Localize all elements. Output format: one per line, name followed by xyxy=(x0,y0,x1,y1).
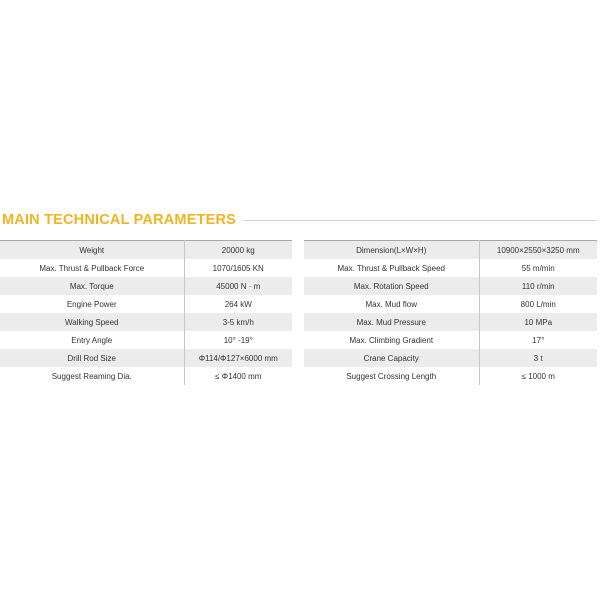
param-value: Φ114/Φ127×6000 mm xyxy=(184,349,292,367)
table-row xyxy=(304,331,597,349)
param-label: Dimension(L×W×H) xyxy=(304,241,479,260)
table-row xyxy=(0,367,292,385)
param-value: 55 m/min xyxy=(479,259,597,277)
param-value: 20000 kg xyxy=(184,241,292,260)
param-value: 800 L/min xyxy=(479,295,597,313)
table-row xyxy=(304,367,597,385)
table-row xyxy=(0,295,292,313)
param-value: 3 t xyxy=(479,349,597,367)
param-value: 17° xyxy=(479,331,597,349)
param-value: ≤ 1000 m xyxy=(479,367,597,385)
param-label: Max. Mud flow xyxy=(304,295,479,313)
param-label: Max. Rotation Speed xyxy=(304,277,479,295)
param-label: Suggest Reaming Dia. xyxy=(0,367,184,385)
param-value: 10900×2550×3250 mm xyxy=(479,241,597,260)
param-value: 45000 N · m xyxy=(184,277,292,295)
table-row xyxy=(304,313,597,331)
table-row xyxy=(0,349,292,367)
table-row xyxy=(304,259,597,277)
param-label: Engine Power xyxy=(0,295,184,313)
section-header xyxy=(0,210,600,230)
param-value: 10 MPa xyxy=(479,313,597,331)
parameters-table-left xyxy=(0,240,292,385)
table-row xyxy=(0,259,292,277)
table-row xyxy=(0,313,292,331)
table-row xyxy=(304,295,597,313)
param-value: 3-5 km/h xyxy=(184,313,292,331)
param-label: Max. Mud Pressure xyxy=(304,313,479,331)
param-label: Max. Thrust & Pullback Speed xyxy=(304,259,479,277)
param-label: Entry Angle xyxy=(0,331,184,349)
table-row xyxy=(304,349,597,367)
param-label: Suggest Crossing Length xyxy=(304,367,479,385)
param-value: 264 kW xyxy=(184,295,292,313)
param-value: ≤ Φ1400 mm xyxy=(184,367,292,385)
table-row xyxy=(304,241,597,260)
section-title: MAIN TECHNICAL PARAMETERS xyxy=(2,212,237,228)
table-row xyxy=(0,277,292,295)
table-row xyxy=(304,277,597,295)
param-label: Walking Speed xyxy=(0,313,184,331)
param-value: 110 r/min xyxy=(479,277,597,295)
param-value: 1070/1605 KN xyxy=(184,259,292,277)
parameters-table-right xyxy=(304,240,597,385)
param-label: Max. Torque xyxy=(0,277,184,295)
heading-divider xyxy=(244,220,596,221)
param-label: Max. Climbing Gradient xyxy=(304,331,479,349)
param-value: 10° -19° xyxy=(184,331,292,349)
param-label: Crane Capacity xyxy=(304,349,479,367)
param-label: Weight xyxy=(0,241,184,260)
technical-parameters-section xyxy=(0,210,600,400)
table-row xyxy=(0,331,292,349)
param-label: Max. Thrust & Pullback Force xyxy=(0,259,184,277)
parameter-tables xyxy=(0,240,600,400)
table-row xyxy=(0,241,292,260)
param-label: Drill Rod Size xyxy=(0,349,184,367)
